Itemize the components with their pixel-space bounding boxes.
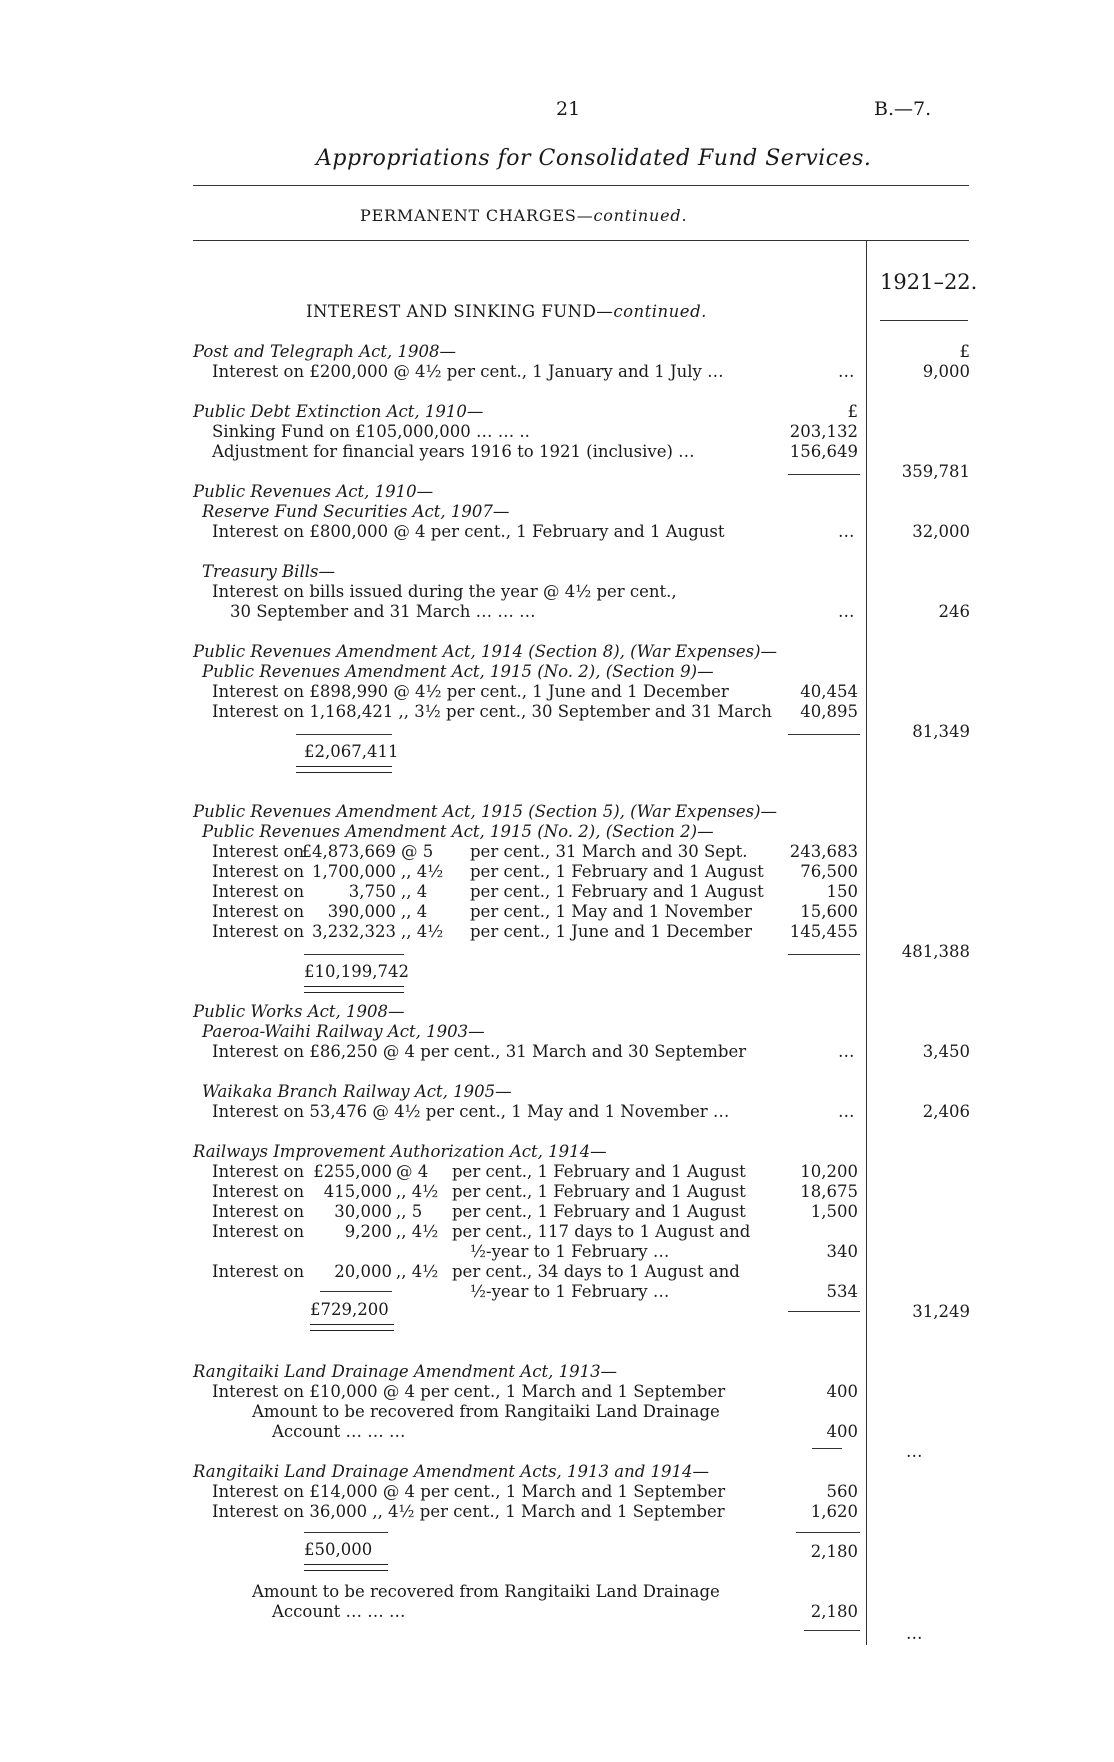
line-amount: 2,180 bbox=[810, 1602, 858, 1621]
line-amount: 534 bbox=[826, 1282, 858, 1301]
line-rate: @ 5 bbox=[401, 842, 434, 861]
line-item: Sinking Fund on £105,000,000 … … .. bbox=[212, 422, 530, 441]
year-total: 481,388 bbox=[901, 942, 970, 961]
line-amount: 145,455 bbox=[789, 922, 858, 941]
line-amount: 76,500 bbox=[800, 862, 858, 881]
section-heading: PERMANENT CHARGES—continued. bbox=[360, 206, 688, 225]
line-item: Interest on 1,168,421 ,, 3½ per cent., 30 September and 31 March bbox=[212, 702, 772, 721]
page-number: 21 bbox=[556, 98, 581, 120]
double-rule bbox=[304, 1564, 388, 1571]
document-reference: B.—7. bbox=[874, 98, 932, 120]
principal-total: £50,000 bbox=[304, 1540, 373, 1559]
year-total: 359,781 bbox=[901, 462, 970, 481]
year-total: 2,406 bbox=[922, 1102, 970, 1121]
leader-dots: … bbox=[838, 1042, 855, 1061]
act-title: Public Works Act, 1908— bbox=[193, 1002, 405, 1021]
line-label: Interest on bbox=[212, 922, 305, 941]
year-total: 246 bbox=[938, 602, 970, 621]
principal-total: £10,199,742 bbox=[304, 962, 409, 981]
line-amount: 1,500 bbox=[810, 1202, 858, 1221]
line-amount: 1,620 bbox=[810, 1502, 858, 1521]
subsection-heading: INTEREST AND SINKING FUND—continued. bbox=[306, 302, 707, 321]
line-amount: 40,895 bbox=[800, 702, 858, 721]
act-title: Public Revenues Amendment Act, 1915 (No. 2), (Section 9)— bbox=[202, 662, 714, 681]
act-title: Paeroa-Waihi Railway Act, 1903— bbox=[202, 1022, 485, 1041]
act-title: Post and Telegraph Act, 1908— bbox=[193, 342, 457, 361]
year-total: 32,000 bbox=[912, 522, 970, 541]
section-rule bbox=[193, 240, 969, 241]
leader-dots: … bbox=[838, 362, 855, 381]
line-terms: per cent., 34 days to 1 August and bbox=[452, 1262, 740, 1281]
recovery-line: Amount to be recovered from Rangitaiki Land Drainage bbox=[252, 1582, 720, 1601]
principal-rule bbox=[320, 1291, 392, 1292]
line-item: Interest on £10,000 @ 4 per cent., 1 March and 1 September bbox=[212, 1382, 726, 1401]
line-amount: 18,675 bbox=[800, 1182, 858, 1201]
leader-dots: … bbox=[838, 602, 855, 621]
double-rule bbox=[304, 986, 404, 993]
line-terms-cont: ½-year to 1 February … bbox=[470, 1242, 670, 1261]
act-title: Public Revenues Amendment Act, 1915 (No. 2), (Section 2)— bbox=[202, 822, 714, 841]
line-amount: 340 bbox=[826, 1242, 858, 1261]
line-amount: 560 bbox=[826, 1482, 858, 1501]
act-title: Public Revenues Amendment Act, 1914 (Section 8), (War Expenses)— bbox=[193, 642, 778, 661]
currency-unit: £ bbox=[959, 342, 970, 361]
line-principal: 3,232,323 bbox=[312, 922, 396, 941]
act-title: Public Revenues Act, 1910— bbox=[193, 482, 434, 501]
column-divider bbox=[866, 240, 867, 1645]
line-amount: 40,454 bbox=[800, 682, 858, 701]
page-title: Appropriations for Consolidated Fund Services. bbox=[316, 146, 872, 171]
act-title: Railways Improvement Authorization Act, 1914— bbox=[193, 1142, 607, 1161]
line-rate: ,, 4½ bbox=[401, 862, 444, 881]
line-amount: 400 bbox=[826, 1382, 858, 1401]
line-principal: £255,000 bbox=[313, 1162, 392, 1181]
line-item: Interest on £86,250 @ 4 per cent., 31 March and 30 September bbox=[212, 1042, 747, 1061]
line-amount: 156,649 bbox=[789, 442, 858, 461]
line-principal: 415,000 bbox=[323, 1182, 392, 1201]
recovery-line: Account … … … bbox=[272, 1422, 406, 1441]
subtotal-rule bbox=[788, 474, 860, 475]
line-amount: 243,683 bbox=[789, 842, 858, 861]
line-terms: per cent., 1 February and 1 August bbox=[470, 862, 764, 881]
line-item: 30 September and 31 March … … … bbox=[230, 602, 536, 621]
line-rate: ,, 4 bbox=[401, 902, 428, 921]
line-label: Interest on bbox=[212, 1182, 305, 1201]
line-terms: per cent., 117 days to 1 August and bbox=[452, 1222, 751, 1241]
line-amount: 400 bbox=[826, 1422, 858, 1441]
line-rate: ,, 4½ bbox=[396, 1182, 439, 1201]
line-terms: per cent., 1 May and 1 November bbox=[470, 902, 752, 921]
principal-total: £729,200 bbox=[310, 1300, 389, 1319]
short-rule bbox=[812, 1448, 842, 1449]
subtotal-rule bbox=[788, 1311, 860, 1312]
line-label: Interest on bbox=[212, 882, 305, 901]
title-rule bbox=[193, 185, 969, 186]
line-terms: per cent., 1 February and 1 August bbox=[452, 1182, 746, 1201]
line-item: Interest on £200,000 @ 4½ per cent., 1 January and 1 July … bbox=[212, 362, 724, 381]
act-title: Waikaka Branch Railway Act, 1905— bbox=[202, 1082, 512, 1101]
subtotal-rule bbox=[788, 954, 860, 955]
line-amount: 15,600 bbox=[800, 902, 858, 921]
line-principal: 30,000 bbox=[334, 1202, 392, 1221]
principal-rule bbox=[304, 1532, 388, 1533]
principal-rule bbox=[304, 954, 404, 955]
line-item: Interest on 36,000 ,, 4½ per cent., 1 March and 1 September bbox=[212, 1502, 725, 1521]
line-rate: ,, 4½ bbox=[396, 1222, 439, 1241]
line-rate: @ 4 bbox=[396, 1162, 429, 1181]
line-item: Interest on £14,000 @ 4 per cent., 1 March and 1 September bbox=[212, 1482, 726, 1501]
line-terms-cont: ½-year to 1 February … bbox=[470, 1282, 670, 1301]
year-total: 81,349 bbox=[912, 722, 970, 741]
double-rule bbox=[310, 1324, 394, 1331]
line-amount: 150 bbox=[826, 882, 858, 901]
subtotal-rule bbox=[796, 1532, 860, 1533]
act-title: Rangitaiki Land Drainage Amendment Acts, 1913 and 1914— bbox=[193, 1462, 710, 1481]
line-item: Interest on £898,990 @ 4½ per cent., 1 June and 1 December bbox=[212, 682, 729, 701]
line-item: Adjustment for financial years 1916 to 1921 (inclusive) … bbox=[212, 442, 695, 461]
line-terms: per cent., 1 June and 1 December bbox=[470, 922, 752, 941]
line-terms: per cent., 31 March and 30 Sept. bbox=[470, 842, 748, 861]
principal-rule bbox=[296, 734, 392, 735]
line-label: Interest on bbox=[212, 902, 305, 921]
line-principal: £4,873,669 bbox=[301, 842, 396, 861]
recovery-line: Amount to be recovered from Rangitaiki Land Drainage bbox=[252, 1402, 720, 1421]
subtotal-rule bbox=[788, 734, 860, 735]
year-column-header: 1921–22. bbox=[880, 270, 978, 294]
currency-unit: £ bbox=[847, 402, 858, 421]
principal-total: £2,067,411 bbox=[304, 742, 399, 761]
line-rate: ,, 4½ bbox=[401, 922, 444, 941]
year-total: 31,249 bbox=[912, 1302, 970, 1321]
act-title: Public Debt Extinction Act, 1910— bbox=[193, 402, 484, 421]
line-label: Interest on bbox=[212, 842, 305, 861]
line-amount: 10,200 bbox=[800, 1162, 858, 1181]
line-principal: 1,700,000 bbox=[312, 862, 396, 881]
line-terms: per cent., 1 February and 1 August bbox=[470, 882, 764, 901]
subtotal-amount: 2,180 bbox=[810, 1542, 858, 1561]
subtotal-rule bbox=[804, 1630, 860, 1631]
line-label: Interest on bbox=[212, 862, 305, 881]
line-label: Interest on bbox=[212, 1222, 305, 1241]
year-header-rule bbox=[880, 320, 968, 321]
line-terms: per cent., 1 February and 1 August bbox=[452, 1162, 746, 1181]
line-amount: 203,132 bbox=[789, 422, 858, 441]
leader-dots: … bbox=[838, 1102, 855, 1121]
line-principal: 3,750 bbox=[348, 882, 396, 901]
line-rate: ,, 5 bbox=[396, 1202, 423, 1221]
year-total: 9,000 bbox=[922, 362, 970, 381]
line-label: Interest on bbox=[212, 1162, 305, 1181]
act-title: Rangitaiki Land Drainage Amendment Act, 1913— bbox=[193, 1362, 618, 1381]
year-total: … bbox=[906, 1442, 923, 1461]
line-principal: 20,000 bbox=[334, 1262, 392, 1281]
line-rate: ,, 4½ bbox=[396, 1262, 439, 1281]
line-principal: 9,200 bbox=[344, 1222, 392, 1241]
leader-dots: … bbox=[838, 522, 855, 541]
line-label: Interest on bbox=[212, 1262, 305, 1281]
line-label: Interest on bbox=[212, 1202, 305, 1221]
line-rate: ,, 4 bbox=[401, 882, 428, 901]
year-total: 3,450 bbox=[922, 1042, 970, 1061]
line-terms: per cent., 1 February and 1 August bbox=[452, 1202, 746, 1221]
year-total: … bbox=[906, 1624, 923, 1643]
recovery-line: Account … … … bbox=[272, 1602, 406, 1621]
act-title: Treasury Bills— bbox=[202, 562, 335, 581]
line-item: Interest on 53,476 @ 4½ per cent., 1 May and 1 November … bbox=[212, 1102, 730, 1121]
line-principal: 390,000 bbox=[327, 902, 396, 921]
act-title: Public Revenues Amendment Act, 1915 (Section 5), (War Expenses)— bbox=[193, 802, 778, 821]
line-item: Interest on bills issued during the year @ 4½ per cent., bbox=[212, 582, 677, 601]
double-rule bbox=[296, 766, 392, 773]
line-item: Interest on £800,000 @ 4 per cent., 1 February and 1 August bbox=[212, 522, 725, 541]
act-title: Reserve Fund Securities Act, 1907— bbox=[202, 502, 510, 521]
